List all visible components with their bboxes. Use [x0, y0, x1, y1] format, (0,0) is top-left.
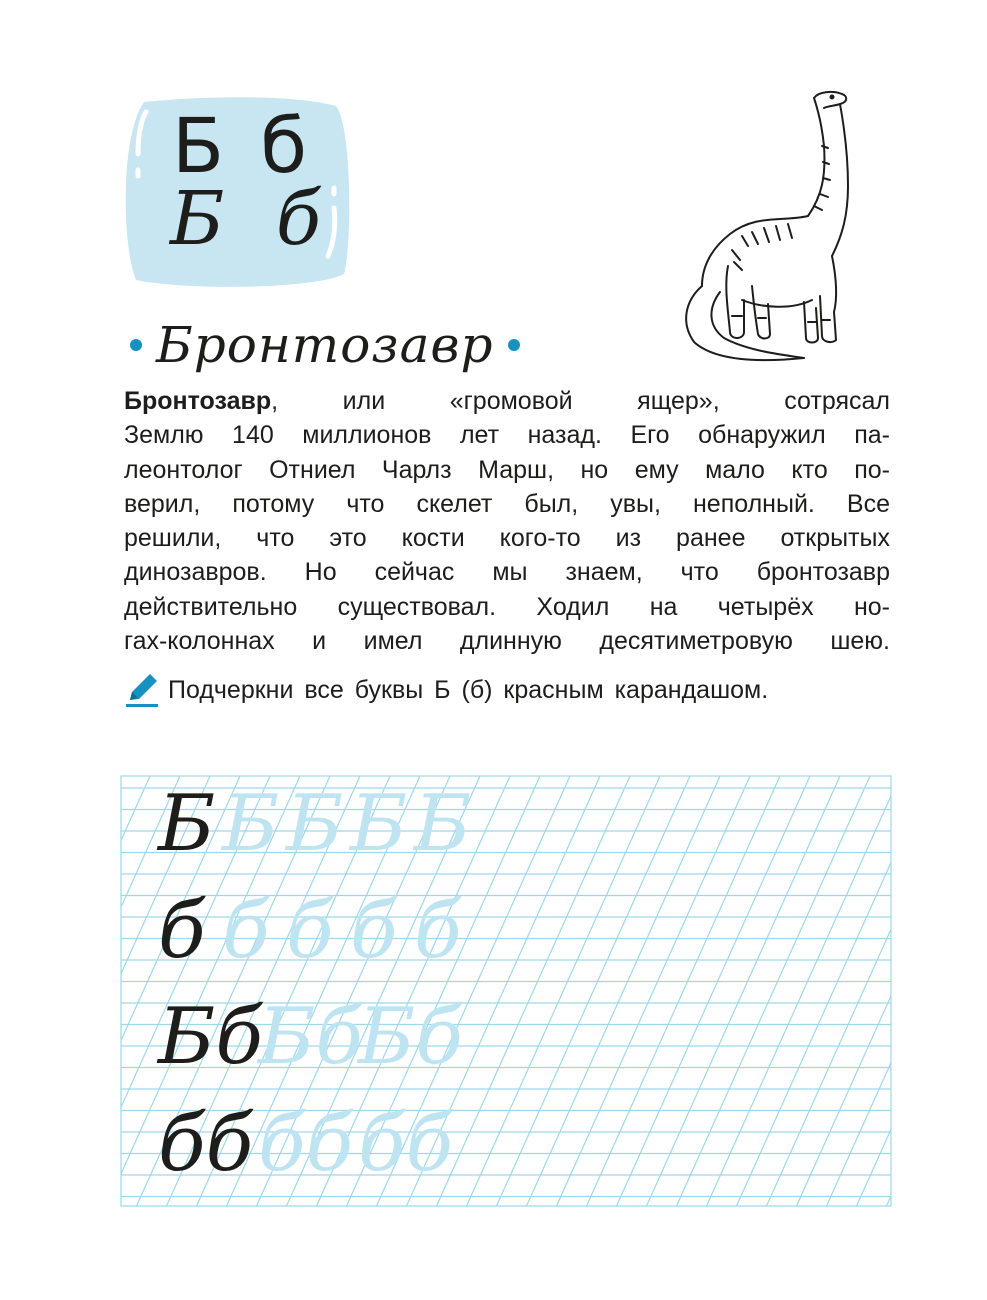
grid-slant-line	[707, 796, 892, 1206]
task-text: Подчеркни все буквы Б (б) красным карандашом.	[168, 675, 769, 704]
task-instruction	[124, 670, 768, 710]
paragraph-line: верил, потому что скелет был, увы, неполный. Все	[124, 489, 890, 518]
trace-letter: бб	[358, 1099, 454, 1189]
paragraph-line: динозавров. Но сейчас мы знаем, что бронтозавр	[124, 558, 890, 587]
letter-card	[122, 96, 350, 288]
grid-slant-line	[827, 1063, 892, 1206]
trace-letter: Б	[414, 779, 472, 869]
bullet-dot-icon	[508, 339, 520, 351]
pencil-icon	[124, 672, 160, 708]
paragraph-line	[124, 384, 890, 418]
grid-slant-line	[497, 776, 691, 1206]
trace-letter: Б	[350, 779, 408, 869]
grid-slant-line	[557, 776, 751, 1206]
grid-slant-line	[677, 776, 871, 1206]
grid-slant-line	[587, 776, 781, 1206]
grid-slant-line	[527, 776, 721, 1206]
grid-slant-line	[887, 1196, 892, 1206]
paragraph-line: Землю 140 миллионов лет назад. Его обнаружил па-	[124, 421, 890, 450]
grid-slant-line	[737, 863, 892, 1206]
trace-letter: Б	[222, 779, 280, 869]
brontosaurus-illustration	[672, 86, 872, 366]
sample-letter: бб	[158, 1099, 254, 1189]
sample-letter: б	[158, 886, 206, 976]
heading-word: Бронтозавр	[156, 316, 494, 374]
trace-letter: б	[286, 886, 334, 976]
trace-letter: бб	[258, 1099, 354, 1189]
grid-slant-line	[467, 776, 661, 1206]
paragraph-line: леонтолог Отниел Чарлз Марш, но ему мало кто по-	[124, 455, 890, 484]
heading	[130, 310, 520, 380]
trace-letter: Бб	[358, 992, 463, 1082]
handwriting-practice-grid	[120, 775, 892, 1207]
description-paragraph	[124, 384, 890, 658]
print-letters: Б б	[172, 101, 314, 190]
trace-letter: б	[414, 886, 462, 976]
paragraph-line-text: , или «громовой ящер», сотрясал	[271, 387, 890, 415]
trace-letter: б	[350, 886, 398, 976]
grid-slant-line	[617, 776, 811, 1206]
sample-letter: Б	[158, 779, 216, 869]
bullet-dot-icon	[130, 339, 142, 351]
grid-slant-line	[647, 776, 841, 1206]
paragraph-line: действительно существовал. Ходил на четырёх но-	[124, 592, 890, 621]
bold-term: Бронтозавр	[124, 387, 272, 415]
paragraph-line: решили, что это кости кого-то из ранее открытых	[124, 524, 890, 553]
trace-letter: Бб	[258, 992, 363, 1082]
script-letters: Б б	[170, 176, 336, 262]
trace-letter: б	[222, 886, 270, 976]
trace-letter: Б	[286, 779, 344, 869]
grid-slant-line	[857, 1129, 892, 1206]
paragraph-line: гах-колоннах и имел длинную десятиметровую шею.	[124, 627, 890, 656]
sample-letter: Бб	[158, 992, 263, 1082]
